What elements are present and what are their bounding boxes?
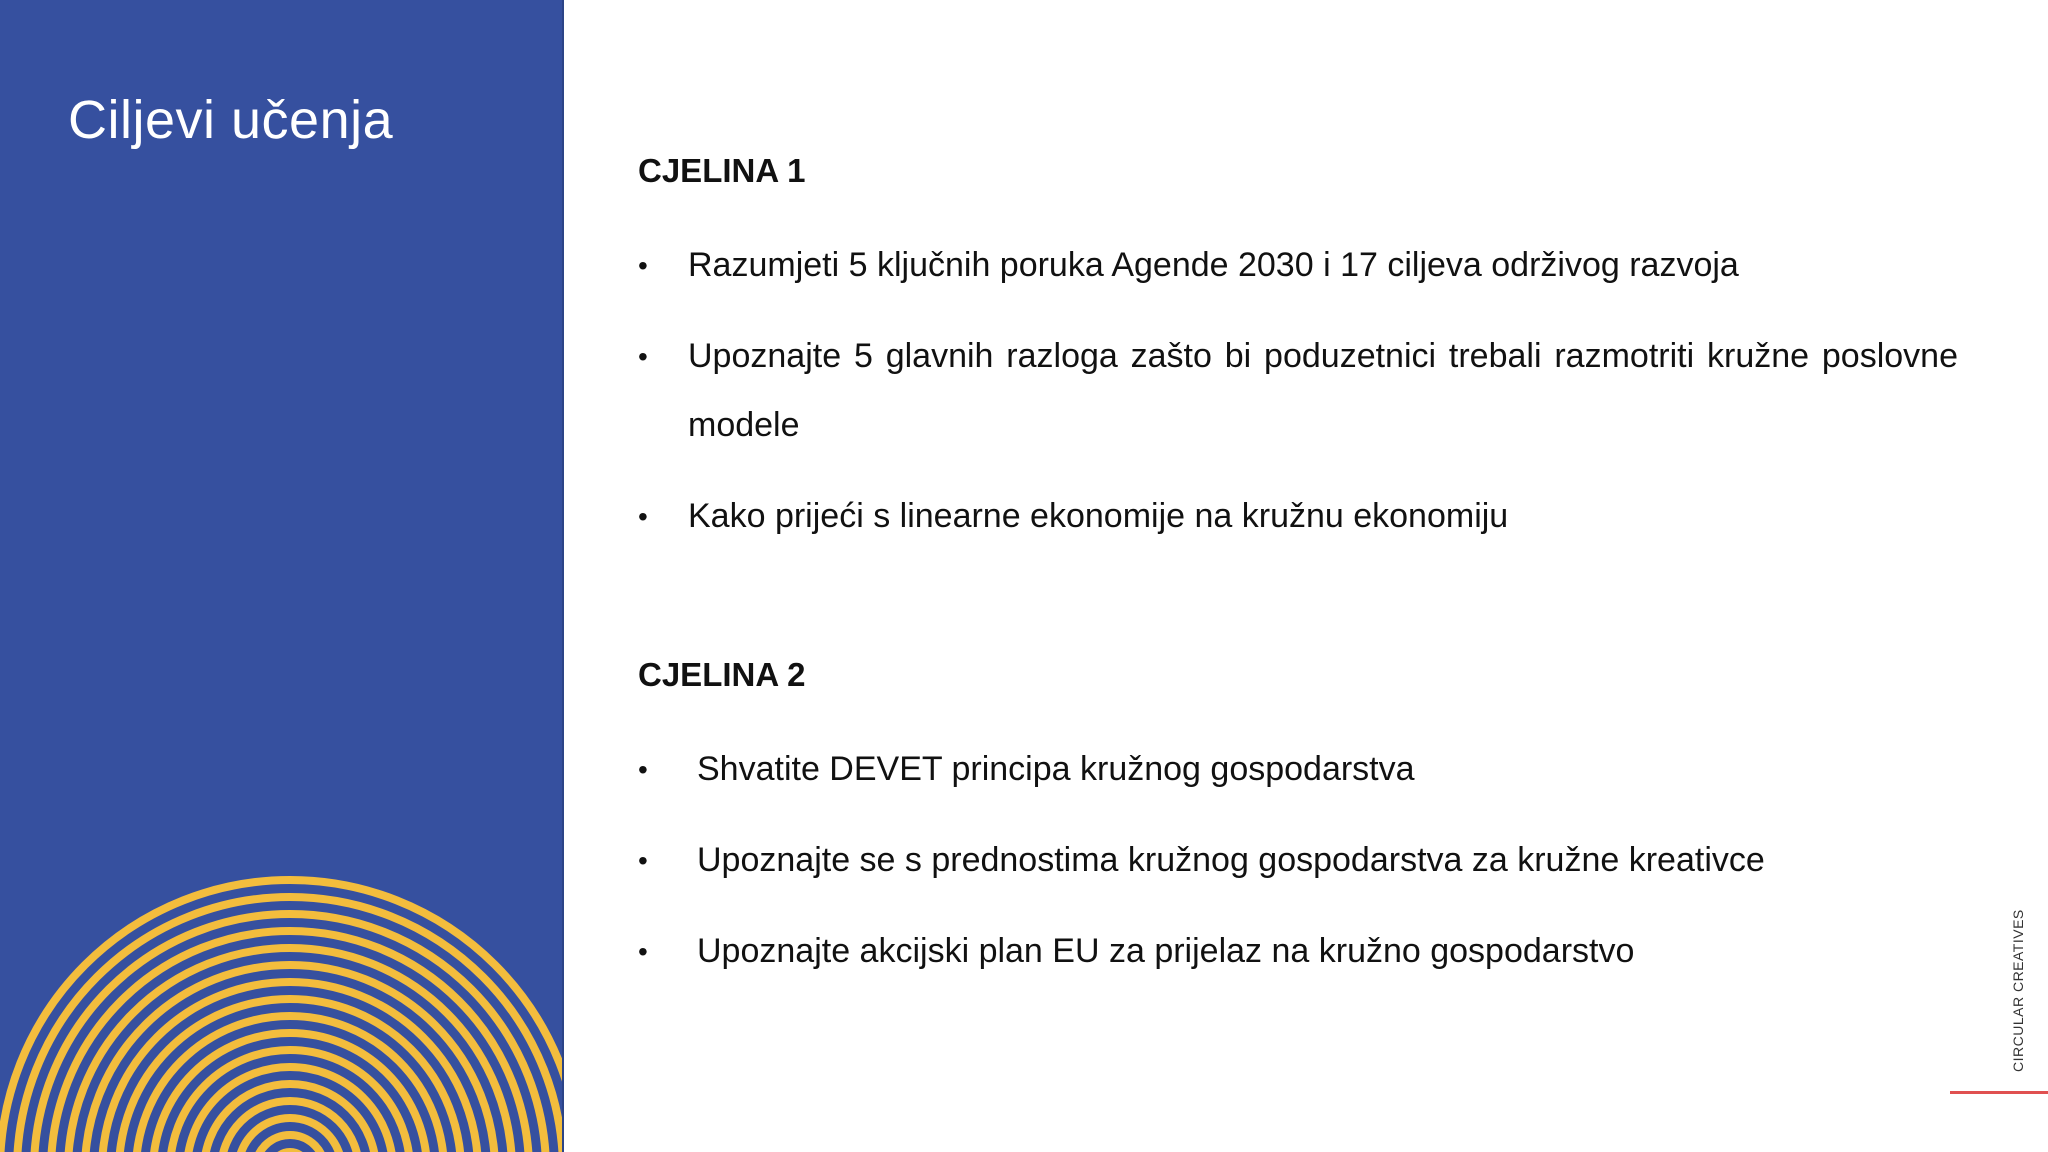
list-item-text: Upoznajte se s prednostima kružnog gospodarstva za kružne kreativce	[697, 840, 1765, 879]
list-item-text: Upoznajte akcijski plan EU za prijelaz na kružno gospodarstvo	[697, 931, 1635, 970]
list-item	[638, 735, 1958, 804]
list-item	[638, 917, 1958, 986]
list-item-text: Upoznajte 5 glavnih razloga zašto bi poduzetnici trebali razmotriti kružne poslovne modele	[688, 336, 1958, 444]
section-2	[638, 654, 1958, 986]
bullet-dot-icon: •	[638, 340, 648, 372]
section-1	[638, 150, 1958, 551]
bullet-dot-icon: •	[638, 935, 648, 967]
list-item	[638, 231, 1958, 300]
accent-line	[1950, 1091, 2048, 1094]
bullet-dot-icon: •	[638, 844, 648, 876]
section-heading-2: CJELINA 2	[638, 655, 806, 693]
bullet-list-1	[638, 231, 1958, 551]
brand-label: CIRCULAR CREATIVES	[2010, 909, 2026, 1072]
list-item-text: Shvatite DEVET principa kružnog gospodarstva	[697, 749, 1415, 788]
sidebar-panel	[0, 0, 564, 1152]
list-item	[638, 322, 1958, 460]
section-heading-1: CJELINA 1	[638, 152, 806, 189]
list-item	[638, 482, 1958, 551]
bullet-dot-icon: •	[638, 249, 648, 281]
list-item-text: Kako prijeći s linearne ekonomije na kružnu ekonomiju	[688, 496, 1509, 535]
main-content	[638, 150, 1958, 1008]
bullet-dot-icon: •	[638, 753, 648, 785]
bullet-dot-icon: •	[638, 500, 648, 532]
concentric-rings-decoration	[0, 860, 564, 1152]
bullet-list-2	[638, 735, 1958, 986]
list-item	[638, 826, 1958, 895]
slide-title: Ciljevi učenja	[68, 90, 394, 150]
ring-arc	[187, 1067, 393, 1152]
list-item-text: Razumjeti 5 ključnih poruka Agende 2030 i 17 ciljeva održivog razvoja	[688, 245, 1739, 284]
